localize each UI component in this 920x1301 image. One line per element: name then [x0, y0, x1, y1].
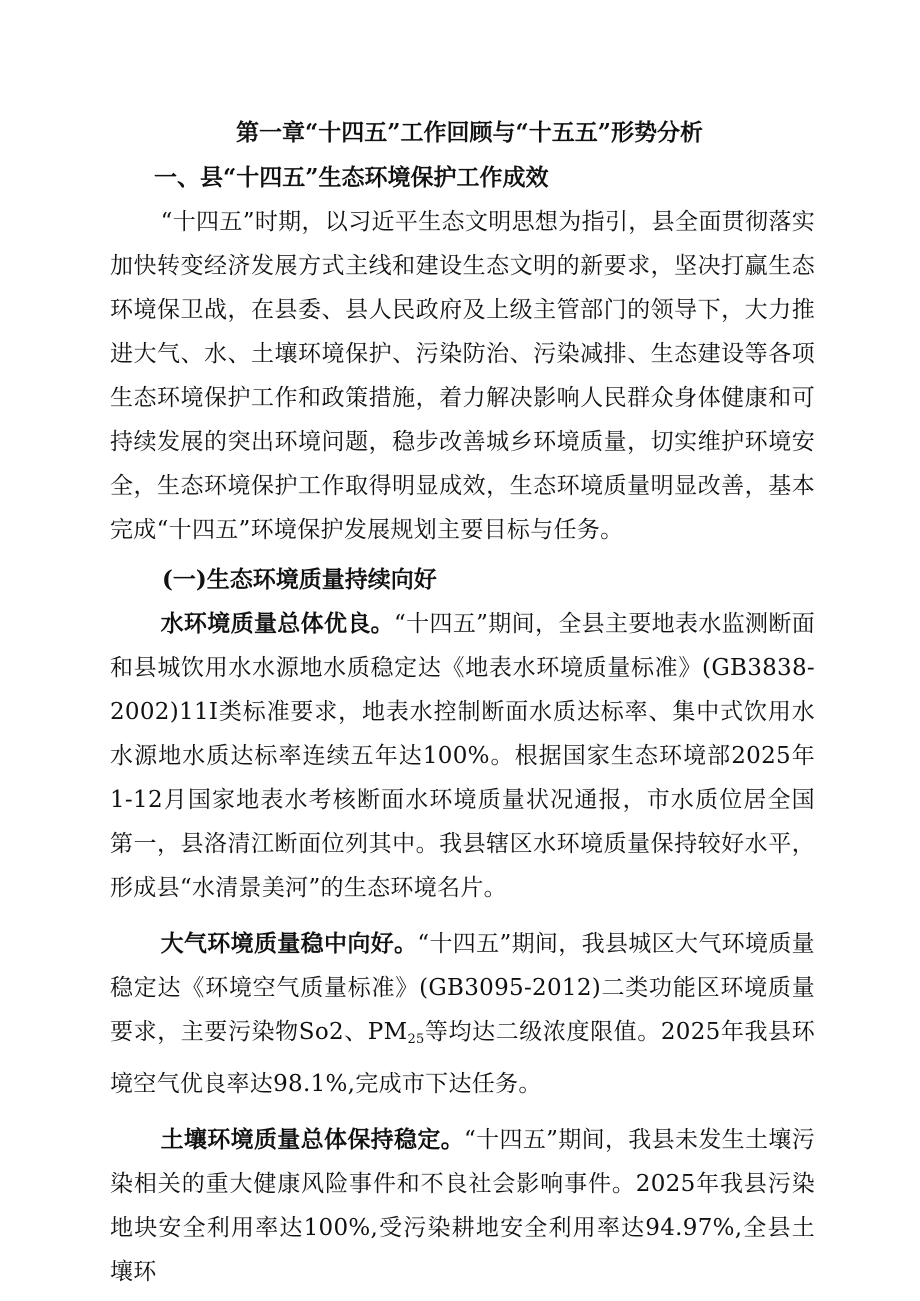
air-paragraph	[110, 922, 815, 1106]
soil-lead: 土壤环境质量总体保持稳定。	[160, 1126, 465, 1153]
soil-paragraph	[110, 1118, 815, 1294]
air-text-before-pm: “十四五”期间，我县城区大气环境质量稳定达《环境空气质量标准》(GB3095-2012)二类功能区环境质量要求，主要污染物So2、PM	[110, 931, 815, 1045]
soil-text: “十四五”期间，我县未发生土壤污染相关的重大健康风险事件和不良社会影响事件。2025年我县污染地块安全利用率达100%,受污染耕地安全利用率达94.97%,全县土壤环	[110, 1127, 815, 1285]
chapter-title: 第一章“十四五”工作回顾与“十五五”形势分析	[236, 119, 703, 146]
water-text: “十四五”期间，全县主要地表水监测断面和县城饮用水水源地水质稳定达《地表水环境质量标准》(GB3838-2002)11I类标准要求，地表水控制断面水质达标率、集中式饮用水水源地水质达标率连续五年达100%。根据国家生态环境部2025年1-12月国家地表水考核断面水环境质量状况通报，市水质位居全国第一，县洛清江断面位列其中。我县辖区水环境质量保持较好水平，形成县“水清景美河”的生态环境名片。	[110, 611, 816, 901]
document-page	[110, 110, 815, 1294]
intro-paragraph: “十四五”时期，以习近平生态文明思想为指引，县全面贯彻落实加快转变经济发展方式主线和建设生态文明的新要求，坚决打赢生态环境保卫战，在县委、县人民政府及上级主管部门的领导下，大力推进大气、水、土壤环境保护、污染防治、污染减排、生态建设等各项生态环境保护工作和政策措施，着力解决影响人民群众身体健康和可持续发展的突出环境问题，稳步改善城乡环境质量，切实维护环境安全，生态环境保护工作取得明显成效，生态环境质量明显改善，基本完成“十四五”环境保护发展规划主要目标与任务。	[110, 209, 815, 543]
paragraph-gap	[110, 1106, 815, 1118]
water-paragraph	[110, 602, 815, 910]
air-text-after-pm: 等均达二级浓度限值。2025年我县环境空气优良率达98.1%,完成市下达任务。	[110, 1019, 815, 1097]
pm-subscript: 25	[407, 1032, 425, 1047]
paragraph-gap	[110, 910, 815, 922]
subsection-title: (一)生态环境质量持续向好	[162, 566, 437, 593]
water-lead: 水环境质量总体优良。	[160, 610, 395, 637]
air-lead: 大气环境质量稳中向好。	[160, 930, 418, 957]
section-title: 一、县“十四五”生态环境保护工作成效	[154, 164, 549, 191]
